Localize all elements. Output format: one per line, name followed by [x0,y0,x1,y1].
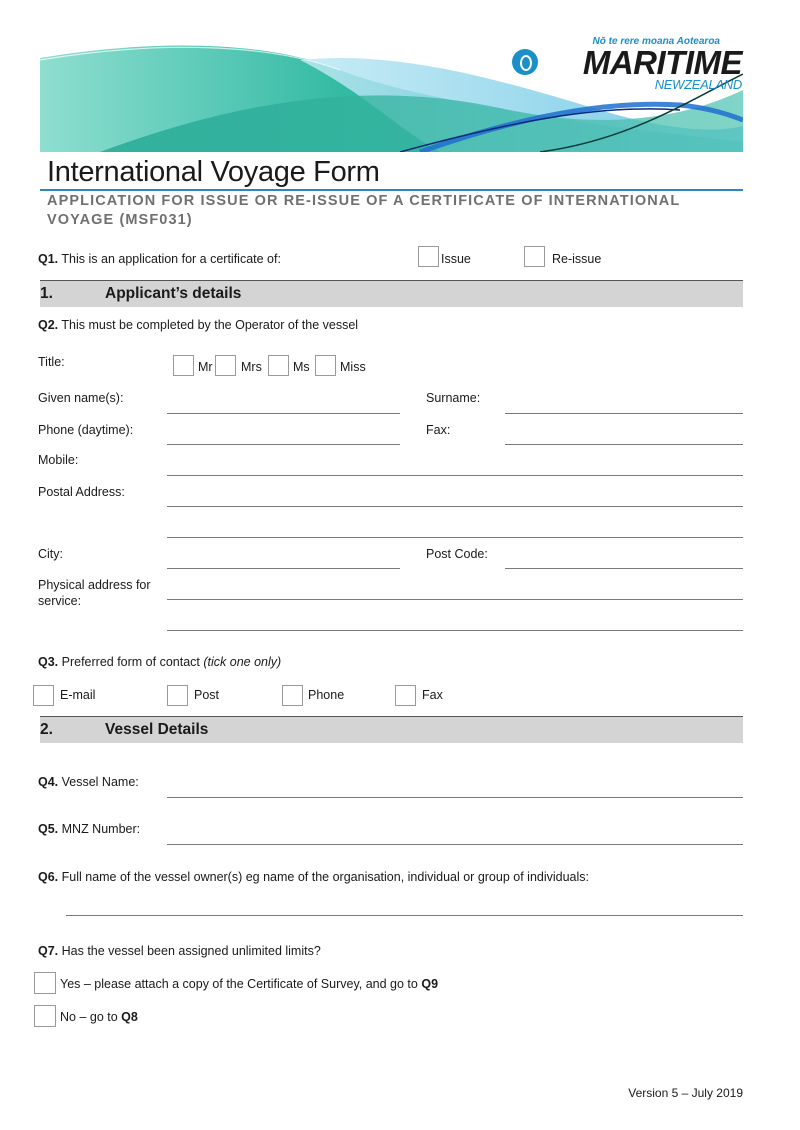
q6-text: Full name of the vessel owner(s) eg name of the organisation, individual or group of individuals: [58,870,590,884]
postal-address-field-line1[interactable] [167,506,743,507]
q5-label [38,822,140,836]
city-field[interactable] [167,568,400,569]
contact-fax-checkbox[interactable] [395,685,416,706]
unlimited-no-checkbox[interactable] [34,1005,56,1027]
reissue-label: Re-issue [552,252,602,266]
title-mrs-checkbox[interactable] [215,355,236,376]
q4-text: Vessel Name: [58,775,139,789]
q1-text: This is an application for a certificate of: [58,252,281,266]
mobile-label: Mobile: [38,453,79,467]
no-text: No – go to [60,1010,122,1024]
physical-address-field-line1[interactable] [167,599,743,600]
q2-number: Q2. [38,318,59,332]
fax-label: Fax: [426,423,451,437]
contact-email-checkbox[interactable] [33,685,54,706]
reissue-checkbox[interactable] [524,246,545,267]
version-footer: Version 5 – July 2019 [628,1086,743,1100]
logo-sub-new: NEW [654,77,685,92]
title-miss-checkbox[interactable] [315,355,336,376]
surname-label: Surname: [426,391,481,405]
title-label: Title: [38,355,65,369]
q1-number: Q1. [38,252,59,266]
title-miss-label: Miss [340,360,366,374]
logo-name: MARITIME [582,44,742,81]
q6-number: Q6. [38,870,59,884]
contact-phone-label: Phone [308,688,345,702]
q3-hint: (tick one only) [203,655,282,669]
section-title: Applicant’s details [105,285,242,302]
page-title: International Voyage Form [47,156,380,188]
q7-number: Q7. [38,944,59,958]
section-applicants-details [40,280,743,307]
contact-phone-checkbox[interactable] [282,685,303,706]
logo-sub-zealand: ZEALAND [684,77,742,92]
q2-text: This must be completed by the Operator of the vessel [58,318,359,332]
contact-post-label: Post [194,688,220,702]
issue-label: Issue [441,252,471,266]
logo-tagline: Nō te rere moana Aotearoa [592,36,720,47]
q3-number: Q3. [38,655,59,669]
title-divider [40,189,743,191]
vessel-owner-field[interactable] [66,915,743,916]
postal-address-field-line2[interactable] [167,537,743,538]
q1-label [38,252,281,266]
post-code-label: Post Code: [426,547,488,561]
yes-ref: Q9 [421,977,439,991]
issue-checkbox[interactable] [418,246,439,267]
surname-field[interactable] [505,413,743,414]
title-ms-checkbox[interactable] [268,355,289,376]
mobile-field[interactable] [167,475,743,476]
q4-number: Q4. [38,775,59,789]
q5-number: Q5. [38,822,59,836]
fax-field[interactable] [505,444,743,445]
q2-label [38,318,358,332]
post-code-field[interactable] [505,568,743,569]
title-mr-label: Mr [198,360,213,374]
page-subtitle: APPLICATION FOR ISSUE OR RE-ISSUE OF A CERTIFICATE OF INTERNATIONAL VOYAGE (MSF031) [47,193,681,228]
q5-text: MNZ Number: [58,822,141,836]
vessel-name-field[interactable] [167,797,743,798]
physical-address-field-line2[interactable] [167,630,743,631]
title-ms-label: Ms [293,360,310,374]
q7-text: Has the vessel been assigned unlimited limits? [58,944,321,958]
q6-label [38,870,589,884]
phone-field[interactable] [167,444,400,445]
q3-label [38,655,281,669]
contact-post-checkbox[interactable] [167,685,188,706]
unlimited-yes-label [60,977,438,991]
koru-icon [512,49,538,75]
physical-address-label-line2: service: [38,594,82,608]
contact-fax-label: Fax [422,688,443,702]
section-number: 1. [40,285,53,302]
unlimited-no-label [60,1010,138,1024]
q4-label [38,775,139,789]
no-ref: Q8 [121,1010,138,1024]
section-vessel-details [40,716,743,743]
mnz-number-field[interactable] [167,844,743,845]
title-mrs-label: Mrs [241,360,262,374]
maritime-nz-logo [512,36,742,96]
section-title: Vessel Details [105,721,209,738]
given-names-field[interactable] [167,413,400,414]
section-number: 2. [40,721,53,738]
city-label: City: [38,547,63,561]
yes-text: Yes – please attach a copy of the Certificate of Survey, and go to [60,977,422,991]
given-names-label: Given name(s): [38,391,124,405]
q3-text: Preferred form of contact [58,655,204,669]
physical-address-label-line1: Physical address for [38,578,151,592]
title-mr-checkbox[interactable] [173,355,194,376]
unlimited-yes-checkbox[interactable] [34,972,56,994]
logo-subtitle [655,77,742,92]
contact-email-label: E-mail [60,688,96,702]
postal-address-label: Postal Address: [38,485,125,499]
phone-label: Phone (daytime): [38,423,134,437]
q7-label [38,944,321,958]
